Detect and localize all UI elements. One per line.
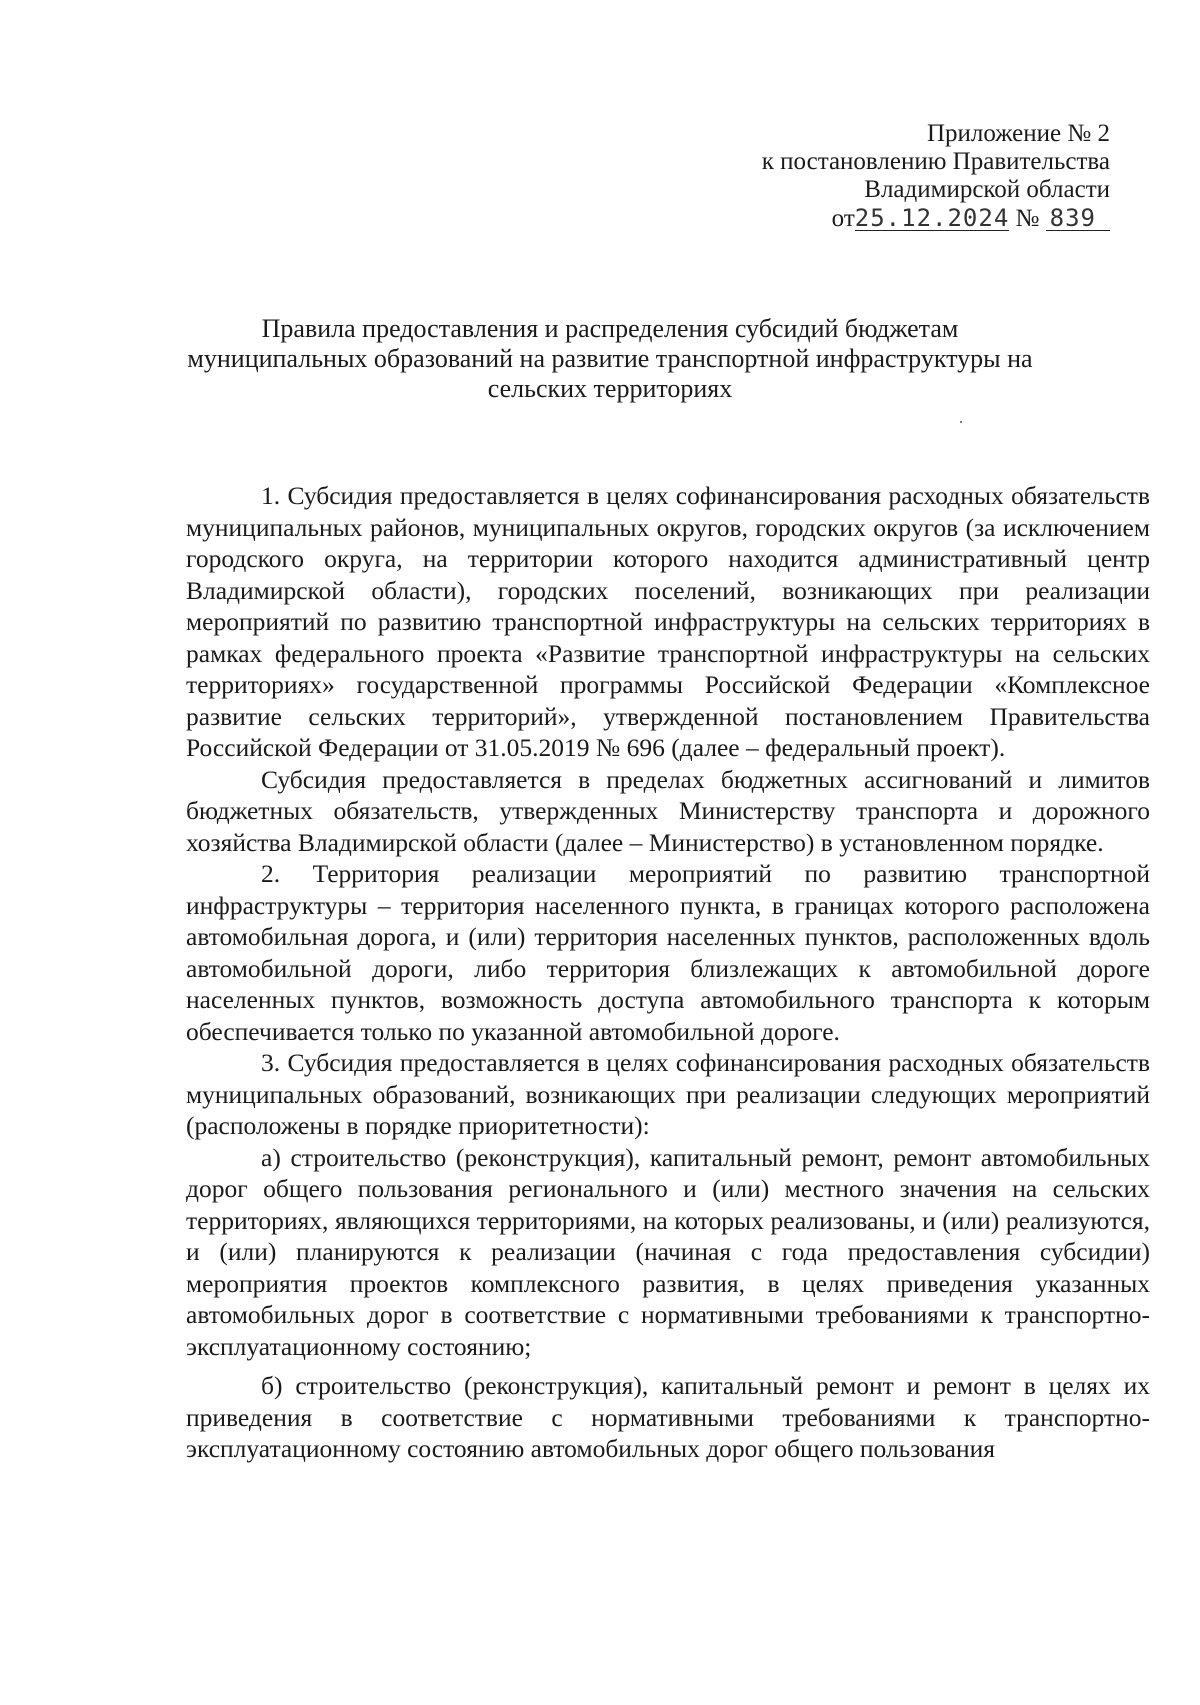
paragraph-1-continued: Субсидия предоставляется в пределах бюджетных ассигнований и лимитов бюджетных обязательств, утвержденных Министерству транспорта и дорожного хозяйства Владимирской области (далее – Министерство) в установленном порядке.	[186, 764, 1150, 857]
resolution-date-line	[762, 205, 1110, 233]
document-body	[186, 480, 1150, 1465]
paragraph-3: 3. Субсидия предоставляется в целях софинансирования расходных обязательств муниципальных образований, возникающих при реализации следующих мероприятий (расположены в порядке приоритетности):	[186, 1048, 1150, 1140]
from-label: от	[831, 205, 855, 232]
appendix-number: Приложение № 2	[926, 120, 1110, 147]
resolution-number: 839	[1046, 206, 1110, 231]
title-line-3: сельских территориях	[487, 374, 733, 403]
resolution-reference: к постановлению Правительства	[761, 148, 1110, 175]
appendix-header	[762, 120, 1110, 233]
title-line-1: Правила предоставления и распределения субсидий бюджетам	[261, 314, 959, 343]
number-sign: №	[1015, 205, 1040, 232]
paragraph-3-item-a: а) строительство (реконструкция), капитальный ремонт, ремонт автомобильных дорог общего пользования регионального и (или) местного значения на сельских территориях, являющихся территориями, на которых реализованы, и (или) реализуются, и (или) планируются к реализации (начиная с года предоставления субсидии) мероприятия проектов комплексного развития, в целях приведения указанных автомобильных дорог в соответствие с нормативными требованиями к транспортно-эксплуатационному состоянию;	[186, 1142, 1150, 1361]
scan-speck	[960, 421, 962, 423]
paragraph-3-item-b: б) строительство (реконструкция), капитальный ремонт и ремонт в целях их приведения в соответствие с нормативными требованиями к транспортно-эксплуатационному состоянию автомобильных дорог общего пользования	[186, 1371, 1150, 1463]
paragraph-1: 1. Субсидия предоставляется в целях софинансирования расходных обязательств муниципальных районов, муниципальных округов, городских округов (за исключением городского округа, на территории которого находится административный центр Владимирской области), городских поселений, возникающих при реализации мероприятий по развитию транспортной инфраструктуры на сельских территориях в рамках федерального проекта «Развитие транспортной инфраструктуры на сельских территориях» государственной программы Российской Федерации «Комплексное развитие сельских территорий», утвержденной постановлением Правительства Российской Федерации от 31.05.2019 № 696 (далее – федеральный проект).	[186, 481, 1150, 762]
paragraph-2: 2. Территория реализации мероприятий по развитию транспортной инфраструктуры – территория населенного пункта, в границах которого расположена автомобильная дорога, и (или) территория населенных пунктов, расположенных вдоль автомобильной дороги, либо территория близлежащих к автомобильной дороге населенных пунктов, возможность доступа автомобильного транспорта к которым обеспечивается только по указанной автомобильной дороге.	[186, 859, 1150, 1046]
resolution-date: 25.12.2024	[854, 204, 1010, 232]
region-name: Владимирской области	[864, 176, 1110, 203]
title-line-2: муниципальных образований на развитие транспортной инфраструктуры на	[187, 344, 1033, 373]
document-title	[150, 314, 1070, 404]
